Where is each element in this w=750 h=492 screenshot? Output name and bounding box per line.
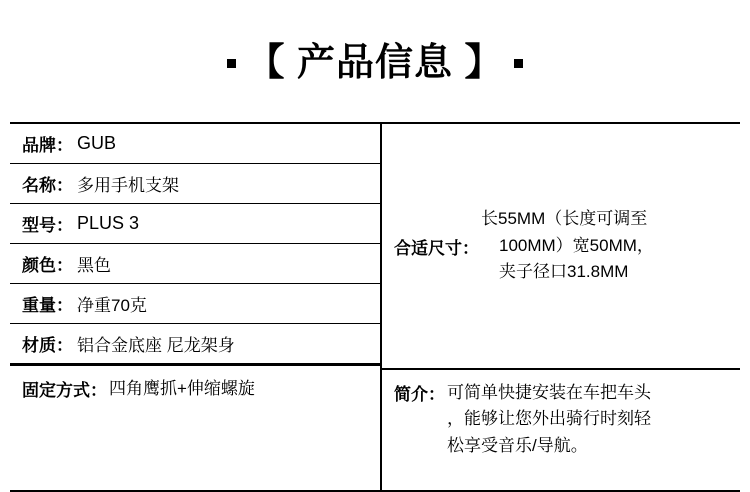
- specs-column: [10, 124, 382, 490]
- table-row: [10, 284, 380, 324]
- spec-label: 品牌：: [22, 136, 73, 155]
- fixing-label: 固定方式：: [22, 381, 107, 400]
- spec-value: 铝合金底座 尼龙架身: [77, 336, 235, 355]
- table-row-fixing-method: [10, 364, 380, 484]
- size-line-1: 长55MM（长度可调至: [481, 209, 648, 229]
- product-info-table: [10, 122, 740, 492]
- spec-label: 重量：: [22, 296, 73, 315]
- table-row-intro: [382, 370, 740, 490]
- spec-label: 型号：: [22, 216, 73, 235]
- table-row-suitable-size: [382, 124, 740, 370]
- spec-value: 黑色: [77, 256, 111, 275]
- spec-label: 颜色：: [22, 256, 73, 275]
- title-wrap: [227, 44, 522, 82]
- size-value: [481, 206, 654, 285]
- square-marker-left-icon: [227, 59, 236, 68]
- details-column: [382, 124, 740, 490]
- spec-value: 多用手机支架: [77, 176, 179, 195]
- size-line-3: 夹子径口31.8MM: [499, 262, 629, 282]
- spec-label: 名称：: [22, 176, 73, 195]
- intro-line-1: 可简单快捷安装在车把车头: [447, 383, 651, 402]
- page-title: 【 产品信息 】: [246, 42, 504, 84]
- spec-value: 净重70克: [77, 296, 147, 315]
- table-row: [10, 124, 380, 164]
- table-row: [10, 204, 380, 244]
- fixing-value: 四角鹰抓+伸缩螺旋: [109, 379, 255, 398]
- table-grid: [10, 124, 740, 490]
- size-label: 合适尺寸：: [394, 238, 479, 258]
- table-row: [10, 244, 380, 284]
- table-row: [10, 324, 380, 364]
- intro-line-2: ，能够让您外出骑行时刻轻: [447, 409, 651, 429]
- size-line-2: 100MM）宽50MM，: [499, 235, 654, 255]
- table-row: [10, 164, 380, 204]
- square-marker-right-icon: [514, 59, 523, 68]
- spec-value: PLUS 3: [77, 213, 140, 233]
- spec-value: GUB: [77, 133, 117, 153]
- intro-label: 简介：: [394, 385, 445, 404]
- intro-value: [447, 380, 651, 459]
- page-header: [0, 0, 750, 118]
- intro-line-3: 松享受音乐/导航。: [447, 435, 588, 455]
- spec-label: 材质：: [22, 336, 73, 355]
